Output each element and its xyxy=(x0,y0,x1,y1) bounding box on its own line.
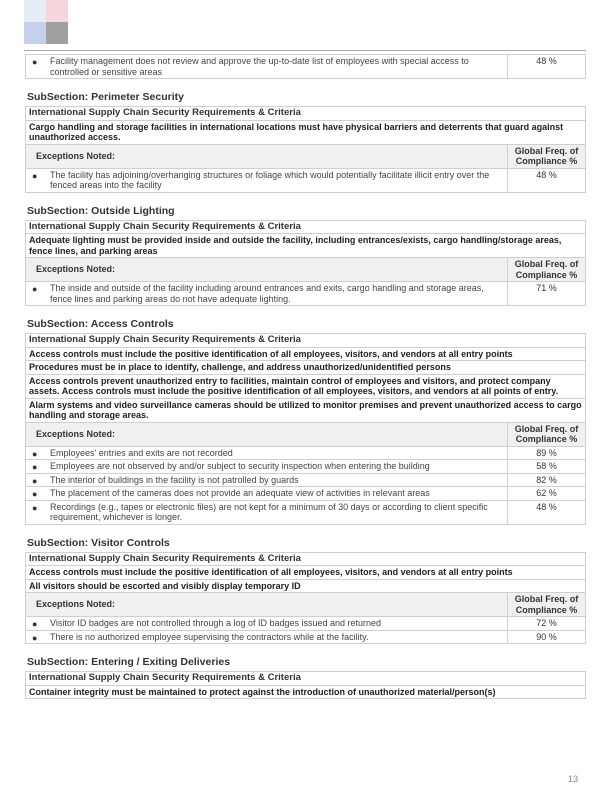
exception-text xyxy=(26,55,508,79)
report-content xyxy=(25,54,586,699)
compliance-pct: 90 % xyxy=(508,630,586,644)
requirements-header-row xyxy=(26,220,586,234)
requirements-header-row xyxy=(26,107,586,121)
exception-row xyxy=(26,55,586,79)
requirement-row xyxy=(26,579,586,593)
exception-text xyxy=(26,487,508,501)
subsection-title-access: SubSection: Access Controls xyxy=(27,318,174,330)
header-divider xyxy=(24,50,586,51)
exception-label: There is no authorized employee supervising the contractors while at the facility. xyxy=(50,631,369,642)
global-freq-label: Global Freq. of Compliance % xyxy=(508,144,586,168)
global-freq-label: Global Freq. of Compliance % xyxy=(508,422,586,446)
subsection-table-perimeter xyxy=(25,106,586,193)
subsection-table-visitor xyxy=(25,552,586,645)
bullet-icon: ● xyxy=(32,619,38,629)
page-number: 13 xyxy=(567,774,578,784)
requirements-header-row xyxy=(26,552,586,566)
requirement-text: Container integrity must be maintained to protect against the introduction of unauthorized material/person(s) xyxy=(26,685,586,699)
exception-label: The facility has adjoining/overhanging structures or foliage which would potentially facilitate illicit entry over the fenced areas into the facility xyxy=(50,169,490,190)
bullet-icon: ● xyxy=(32,284,38,294)
requirements-header-row xyxy=(26,672,586,686)
requirement-row xyxy=(26,374,586,398)
subsection-title-visitor: SubSection: Visitor Controls xyxy=(27,536,170,549)
exception-label: Employees' entries and exits are not recorded xyxy=(50,447,233,458)
global-freq-label: Global Freq. of Compliance % xyxy=(508,258,586,282)
top-exception-table xyxy=(25,54,586,79)
bullet-icon: ● xyxy=(32,462,38,472)
exception-label: The placement of the cameras does not provide an adequate view of activities in relevant areas xyxy=(50,488,430,498)
exception-row xyxy=(26,617,586,631)
compliance-pct: 82 % xyxy=(508,473,586,487)
exceptions-noted-label: Exceptions Noted: xyxy=(26,144,508,168)
compliance-pct: 62 % xyxy=(508,487,586,501)
exception-label: Visitor ID badges are not controlled through a log of ID badges issued and returned xyxy=(50,618,382,628)
subsection-table-access xyxy=(25,333,586,525)
requirement-text: Access controls must include the positive identification of all employees, visitors, and vendors at all entry points xyxy=(26,566,586,580)
subsection-title-deliveries: SubSection: Entering / Exiting Deliveries xyxy=(27,656,231,668)
subsection-title-lighting: SubSection: Outside Lighting xyxy=(27,204,175,217)
requirements-header: International Supply Chain Security Requirements & Criteria xyxy=(26,672,586,686)
requirement-text: Access controls must include the positive identification of all employees, visitors, and vendors at all entry points xyxy=(26,347,586,361)
compliance-pct: 48 % xyxy=(508,168,586,192)
subsection-table-deliveries xyxy=(25,671,586,699)
compliance-pct: 58 % xyxy=(508,460,586,474)
exception-label: Facility management does not review and approve the up-to-date list of employees with special access to controlled or sensitive areas xyxy=(50,56,469,77)
requirement-row xyxy=(26,398,586,422)
exceptions-header-row xyxy=(26,144,586,168)
exception-text xyxy=(26,282,508,306)
bullet-icon: ● xyxy=(32,502,38,513)
requirement-row xyxy=(26,120,586,144)
exception-text xyxy=(26,460,508,474)
requirements-header: International Supply Chain Security Requirements & Criteria xyxy=(26,334,586,348)
exceptions-noted-label: Exceptions Noted: xyxy=(26,593,508,617)
compliance-pct: 48 % xyxy=(508,55,586,79)
exception-row xyxy=(26,487,586,501)
bullet-icon: ● xyxy=(32,489,38,499)
exception-row xyxy=(26,168,586,192)
exception-label: The inside and outside of the facility including around entrances and exits, cargo handling and storage areas, fence lines and parking areas do not have adequate lighting. xyxy=(50,283,484,304)
global-freq-label: Global Freq. of Compliance % xyxy=(508,593,586,617)
requirement-row xyxy=(26,234,586,258)
requirement-row xyxy=(26,347,586,361)
compliance-pct: 89 % xyxy=(508,446,586,460)
requirements-header: International Supply Chain Security Requirements & Criteria xyxy=(26,107,586,121)
exception-text xyxy=(26,500,508,524)
requirements-header: International Supply Chain Security Requirements & Criteria xyxy=(26,220,586,234)
exception-row xyxy=(26,460,586,474)
requirement-row xyxy=(26,685,586,699)
exceptions-header-row xyxy=(26,422,586,446)
exception-row xyxy=(26,500,586,524)
requirements-header: International Supply Chain Security Requirements & Criteria xyxy=(26,552,586,566)
exception-label: Employees are not observed by and/or subject to security inspection when entering the building xyxy=(50,461,430,471)
exception-row xyxy=(26,473,586,487)
exceptions-noted-label: Exceptions Noted: xyxy=(26,258,508,282)
compliance-pct: 71 % xyxy=(508,282,586,306)
subsection-title-perimeter: SubSection: Perimeter Security xyxy=(27,91,184,103)
requirement-text: Cargo handling and storage facilities in international locations must have physical barriers and deterrents that guard against unauthorized access. xyxy=(26,120,586,144)
exception-text xyxy=(26,168,508,192)
exception-label: The interior of buildings in the facility is not patrolled by guards xyxy=(50,474,299,485)
exception-text xyxy=(26,617,508,631)
exception-text xyxy=(26,630,508,644)
bullet-icon: ● xyxy=(32,475,38,486)
compliance-pct: 72 % xyxy=(508,617,586,631)
exception-text xyxy=(26,473,508,487)
exceptions-header-row xyxy=(26,258,586,282)
bullet-icon: ● xyxy=(32,57,38,67)
requirement-row xyxy=(26,566,586,580)
bullet-icon: ● xyxy=(32,448,38,459)
exceptions-noted-label: Exceptions Noted: xyxy=(26,422,508,446)
exception-label: Recordings (e.g., tapes or electronic files) are not kept for a minimum of 30 days or according to client specific requirement, whichever is longer. xyxy=(50,501,488,522)
exceptions-header-row xyxy=(26,593,586,617)
requirement-text: All visitors should be escorted and visibly display temporary ID xyxy=(26,579,586,593)
requirements-header-row xyxy=(26,334,586,348)
exception-text xyxy=(26,446,508,460)
requirement-text: Access controls prevent unauthorized entry to facilities, maintain control of employees and visitors, and protect company assets. Access controls must include the positive identification of all employees, visitors, and vendors at all points of entry. xyxy=(26,374,586,398)
exception-row xyxy=(26,630,586,644)
bullet-icon: ● xyxy=(32,170,38,181)
exception-row xyxy=(26,282,586,306)
company-logo xyxy=(24,0,68,44)
requirement-text: Alarm systems and video surveillance cameras should be utilized to monitor premises and prevent unauthorized access to cargo handling and storage areas. xyxy=(26,398,586,422)
requirement-row xyxy=(26,361,586,375)
requirement-text: Procedures must be in place to identify, challenge, and address unauthorized/unidentified persons xyxy=(26,361,586,375)
bullet-icon: ● xyxy=(32,632,38,643)
requirement-text: Adequate lighting must be provided inside and outside the facility, including entrances/exists, cargo handling/storage areas, fence lines, and parking areas xyxy=(26,234,586,258)
exception-row xyxy=(26,446,586,460)
compliance-pct: 48 % xyxy=(508,500,586,524)
subsection-table-lighting xyxy=(25,220,586,307)
